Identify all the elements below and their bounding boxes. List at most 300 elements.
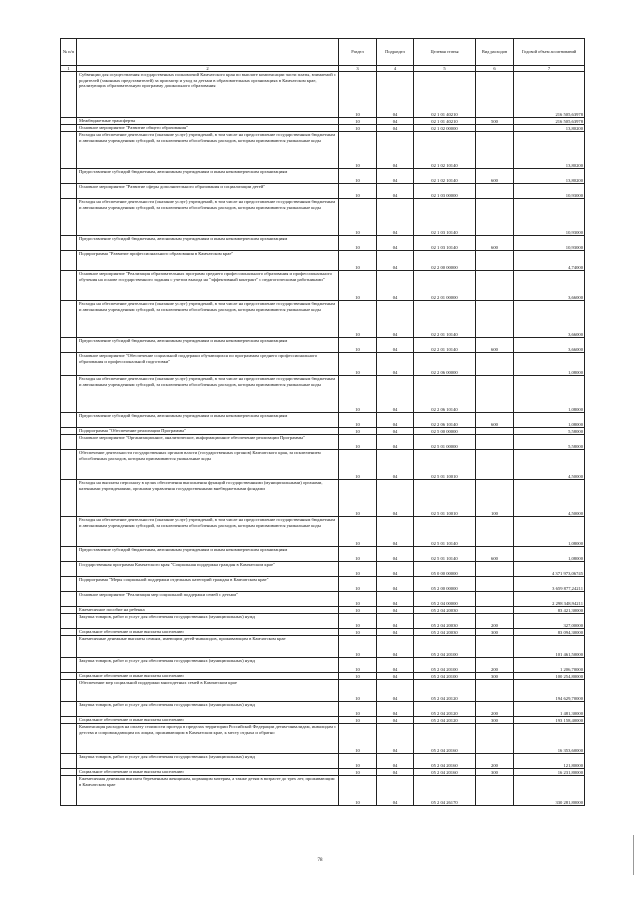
cell-number	[61, 338, 77, 353]
scan-edge-mark	[633, 835, 634, 875]
col-header-expense-type: Вид расходов	[476, 39, 514, 66]
cell-razdel: 10	[339, 353, 377, 376]
cell-expense-type	[476, 724, 514, 754]
cell-name: Расходы на обеспечение деятельности (оказание услуг) учреждений, в том числе на предоставление государственным бюджетным и автономным учреждениям субсидий, за исключением обособленных расходов, которым присваиваются уникальные коды	[77, 199, 339, 236]
cell-razdel: 10	[339, 680, 377, 702]
cell-razdel: 10	[339, 547, 377, 562]
cell-target-article: 02 2 01 00000	[414, 271, 476, 301]
cell-number	[61, 118, 77, 125]
cell-razdel: 10	[339, 236, 377, 251]
cell-expense-type	[476, 562, 514, 577]
cell-target-article: 02 5 01 00000	[414, 435, 476, 450]
cell-name: Закупка товаров, работ и услуг для обеспечения государственных (муниципальных) нужд	[77, 754, 339, 769]
cell-number	[61, 562, 77, 577]
cell-name: Межбюджетные трансферты	[77, 118, 339, 125]
cell-razdel: 10	[339, 338, 377, 353]
cell-annual-amount: 16 231,80000	[514, 769, 585, 776]
cell-annual-amount: 83 094,30000	[514, 629, 585, 636]
cell-number	[61, 717, 77, 724]
cell-target-article: 05 2 04 20030	[414, 614, 476, 629]
cell-name: Предоставление субсидий бюджетным, автономным учреждениям и иным некоммерческим организациям	[77, 413, 339, 428]
cell-podrazdel: 04	[377, 132, 414, 169]
cell-target-article: 02 2 01 10140	[414, 338, 476, 353]
cell-target-article: 05 2 04 20160	[414, 754, 476, 769]
cell-razdel: 10	[339, 769, 377, 776]
cell-razdel: 10	[339, 702, 377, 717]
cell-razdel: 10	[339, 132, 377, 169]
col-number: 5	[414, 66, 476, 72]
cell-razdel: 10	[339, 592, 377, 607]
table-row	[61, 717, 585, 724]
cell-name: Предоставление субсидий бюджетным, автономным учреждениям и иным некоммерческим организациям	[77, 338, 339, 353]
cell-annual-amount: 1,08000	[514, 376, 585, 413]
cell-target-article: 05 0 00 00000	[414, 562, 476, 577]
cell-annual-amount: 1,08000	[514, 353, 585, 376]
table-row	[61, 480, 585, 517]
cell-name: Закупка товаров, работ и услуг для обеспечения государственных (муниципальных) нужд	[77, 614, 339, 629]
cell-podrazdel: 04	[377, 577, 414, 592]
cell-podrazdel: 04	[377, 754, 414, 769]
cell-target-article: 02 1 03 10140	[414, 236, 476, 251]
cell-number	[61, 435, 77, 450]
cell-podrazdel: 04	[377, 271, 414, 301]
table-row	[61, 118, 585, 125]
cell-expense-type: 200	[476, 614, 514, 629]
cell-razdel: 10	[339, 450, 377, 480]
cell-razdel: 10	[339, 72, 377, 118]
cell-target-article: 02 2 00 00000	[414, 251, 476, 271]
cell-target-article: 02 5 00 00000	[414, 428, 476, 435]
table-row	[61, 169, 585, 184]
cell-number	[61, 450, 77, 480]
cell-razdel: 10	[339, 658, 377, 673]
cell-name: Подпрограмма "Обеспечение реализации Программы"	[77, 428, 339, 435]
cell-annual-amount: 100 254,80000	[514, 673, 585, 680]
cell-target-article: 05 2 00 00000	[414, 577, 476, 592]
cell-podrazdel: 04	[377, 184, 414, 199]
cell-number	[61, 301, 77, 338]
cell-expense-type	[476, 72, 514, 118]
cell-number	[61, 199, 77, 236]
cell-annual-amount: 13,80200	[514, 132, 585, 169]
table-row	[61, 577, 585, 592]
table-row	[61, 592, 585, 607]
cell-expense-type	[476, 132, 514, 169]
cell-number	[61, 72, 77, 118]
cell-podrazdel: 04	[377, 169, 414, 184]
cell-expense-type: 300	[476, 769, 514, 776]
cell-podrazdel: 04	[377, 562, 414, 577]
cell-target-article: 02 2 06 10140	[414, 376, 476, 413]
cell-number	[61, 169, 77, 184]
cell-podrazdel: 04	[377, 614, 414, 629]
table-row	[61, 72, 585, 118]
cell-annual-amount: 4 371 973,06745	[514, 562, 585, 577]
cell-annual-amount: 216 505,63978	[514, 118, 585, 125]
cell-target-article: 02 1 03 10140	[414, 199, 476, 236]
cell-razdel: 10	[339, 629, 377, 636]
cell-podrazdel: 04	[377, 717, 414, 724]
cell-name: Расходы на обеспечение деятельности (оказание услуг) учреждений, в том числе на предоставление государственным бюджетным и автономным учреждениям субсидий, за исключением обособленных расходов, которым присваиваются уникальные коды	[77, 517, 339, 547]
cell-annual-amount: 4,50000	[514, 450, 585, 480]
cell-podrazdel: 04	[377, 338, 414, 353]
cell-name: Расходы на обеспечение деятельности (оказание услуг) учреждений, в том числе на предоставление государственным бюджетным и автономным учреждениям субсидий, за исключением обособленных расходов, которым присваиваются уникальные коды	[77, 132, 339, 169]
cell-razdel: 10	[339, 636, 377, 658]
table-row	[61, 236, 585, 251]
table-row	[61, 199, 585, 236]
cell-podrazdel: 04	[377, 629, 414, 636]
cell-expense-type: 200	[476, 658, 514, 673]
cell-expense-type: 600	[476, 547, 514, 562]
col-number: 3	[339, 66, 377, 72]
cell-name: Предоставление субсидий бюджетным, автономным учреждениям и иным некоммерческим организациям	[77, 547, 339, 562]
cell-podrazdel: 04	[377, 724, 414, 754]
cell-podrazdel: 04	[377, 72, 414, 118]
cell-number	[61, 629, 77, 636]
cell-podrazdel: 04	[377, 680, 414, 702]
cell-podrazdel: 04	[377, 428, 414, 435]
cell-razdel: 10	[339, 199, 377, 236]
cell-podrazdel: 04	[377, 517, 414, 547]
budget-table-sheet	[60, 38, 584, 806]
cell-podrazdel: 04	[377, 592, 414, 607]
cell-expense-type	[476, 271, 514, 301]
cell-target-article: 05 2 04 20120	[414, 702, 476, 717]
cell-expense-type	[476, 450, 514, 480]
table-row	[61, 271, 585, 301]
cell-razdel: 10	[339, 428, 377, 435]
cell-razdel: 10	[339, 169, 377, 184]
cell-podrazdel: 04	[377, 435, 414, 450]
cell-expense-type	[476, 607, 514, 614]
cell-annual-amount: 1,08000	[514, 517, 585, 547]
table-row	[61, 338, 585, 353]
cell-expense-type: 600	[476, 413, 514, 428]
cell-razdel: 10	[339, 673, 377, 680]
cell-annual-amount: 3,66000	[514, 338, 585, 353]
cell-name: Ежемесячное пособие на ребенка	[77, 607, 339, 614]
cell-target-article: 02 1 03 00000	[414, 184, 476, 199]
cell-razdel: 10	[339, 413, 377, 428]
cell-name: Предоставление субсидий бюджетным, автономным учреждениям и иным некоммерческим организациям	[77, 169, 339, 184]
cell-target-article: 02 5 01 10140	[414, 517, 476, 547]
cell-number	[61, 236, 77, 251]
cell-name: Закупка товаров, работ и услуг для обеспечения государственных (муниципальных) нужд	[77, 702, 339, 717]
table-row	[61, 754, 585, 769]
cell-name: Государственная программа Камчатского края "Социальная поддержка граждан в Камчатском крае"	[77, 562, 339, 577]
cell-annual-amount: 121,80000	[514, 754, 585, 769]
cell-podrazdel: 04	[377, 199, 414, 236]
cell-name: Основное мероприятие "Реализация мер социальной поддержки семей с детьми"	[77, 592, 339, 607]
cell-number	[61, 776, 77, 806]
cell-target-article: 05 2 04 00000	[414, 592, 476, 607]
cell-expense-type: 300	[476, 629, 514, 636]
cell-name: Основное мероприятие "Развитие общего образования"	[77, 125, 339, 132]
cell-expense-type: 600	[476, 236, 514, 251]
table-row	[61, 673, 585, 680]
cell-razdel: 10	[339, 125, 377, 132]
cell-number	[61, 702, 77, 717]
cell-expense-type	[476, 125, 514, 132]
cell-target-article: 02 1 02 10140	[414, 169, 476, 184]
cell-annual-amount: 5,58000	[514, 428, 585, 435]
cell-name: Основное мероприятие "Обеспечение социальной поддержки обучающихся по программам среднего профессионального образования и профессиональной подготовки"	[77, 353, 339, 376]
col-header-razdel: Раздел	[339, 39, 377, 66]
table-row	[61, 614, 585, 629]
cell-number	[61, 673, 77, 680]
cell-podrazdel: 04	[377, 376, 414, 413]
cell-expense-type	[476, 184, 514, 199]
cell-expense-type	[476, 376, 514, 413]
cell-name: Закупка товаров, работ и услуг для обеспечения государственных (муниципальных) нужд	[77, 658, 339, 673]
cell-podrazdel: 04	[377, 251, 414, 271]
cell-expense-type	[476, 301, 514, 338]
cell-expense-type	[476, 776, 514, 806]
cell-number	[61, 592, 77, 607]
cell-razdel: 10	[339, 724, 377, 754]
cell-number	[61, 132, 77, 169]
col-number: 7	[514, 66, 585, 72]
cell-number	[61, 480, 77, 517]
cell-podrazdel: 04	[377, 301, 414, 338]
col-header-annual-amount: Годовой объем ассигнований	[514, 39, 585, 66]
cell-podrazdel: 04	[377, 547, 414, 562]
table-row	[61, 702, 585, 717]
table-header-row	[61, 39, 585, 66]
budget-table	[60, 38, 585, 806]
cell-name: Социальное обеспечение и иные выплаты населению	[77, 769, 339, 776]
col-number: 4	[377, 66, 414, 72]
cell-name: Предоставление субсидий бюджетным, автономным учреждениям и иным некоммерческим организациям	[77, 236, 339, 251]
cell-annual-amount: 5,58000	[514, 435, 585, 450]
cell-target-article: 02 1 02 10140	[414, 132, 476, 169]
cell-expense-type	[476, 251, 514, 271]
cell-razdel: 10	[339, 614, 377, 629]
cell-target-article: 05 2 04 20030	[414, 629, 476, 636]
cell-expense-type: 600	[476, 338, 514, 353]
cell-annual-amount: 10,93000	[514, 199, 585, 236]
cell-expense-type	[476, 353, 514, 376]
cell-razdel: 10	[339, 562, 377, 577]
cell-podrazdel: 04	[377, 450, 414, 480]
cell-razdel: 10	[339, 577, 377, 592]
table-row	[61, 376, 585, 413]
cell-annual-amount: 10,93000	[514, 236, 585, 251]
cell-target-article: 02 2 01 10140	[414, 301, 476, 338]
cell-target-article: 02 5 01 10140	[414, 547, 476, 562]
cell-razdel: 10	[339, 607, 377, 614]
cell-number	[61, 614, 77, 629]
cell-target-article: 05 2 04 20160	[414, 724, 476, 754]
cell-target-article: 02 1 02 00000	[414, 125, 476, 132]
cell-annual-amount: 13,80200	[514, 125, 585, 132]
col-header-podrazdel: Подраздел	[377, 39, 414, 66]
cell-number	[61, 577, 77, 592]
cell-expense-type	[476, 428, 514, 435]
cell-annual-amount: 3 659 877,24211	[514, 577, 585, 592]
table-row	[61, 724, 585, 754]
cell-expense-type	[476, 680, 514, 702]
cell-expense-type	[476, 199, 514, 236]
cell-number	[61, 125, 77, 132]
table-row	[61, 251, 585, 271]
cell-annual-amount: 327,00000	[514, 614, 585, 629]
cell-target-article: 02 5 01 10010	[414, 450, 476, 480]
cell-expense-type: 100	[476, 480, 514, 517]
cell-annual-amount: 4,50000	[514, 480, 585, 517]
cell-number	[61, 353, 77, 376]
cell-target-article: 02 1 01 40210	[414, 118, 476, 125]
cell-razdel: 10	[339, 301, 377, 338]
cell-razdel: 10	[339, 118, 377, 125]
cell-number	[61, 724, 77, 754]
cell-name: Подпрограмма "Меры социальной поддержки отдельных категорий граждан в Камчатском крае"	[77, 577, 339, 592]
table-row	[61, 629, 585, 636]
col-header-target-article: Целевая статья	[414, 39, 476, 66]
cell-razdel: 10	[339, 480, 377, 517]
table-row	[61, 680, 585, 702]
table-row	[61, 450, 585, 480]
cell-number	[61, 517, 77, 547]
cell-annual-amount: 193 158,40000	[514, 717, 585, 724]
cell-target-article: 05 2 04 20030	[414, 607, 476, 614]
page-number: 78	[317, 858, 323, 863]
table-row	[61, 435, 585, 450]
cell-target-article: 02 2 06 10140	[414, 413, 476, 428]
cell-name: Подпрограмма "Развитие профессионального образования в Камчатском крае"	[77, 251, 339, 271]
cell-number	[61, 251, 77, 271]
cell-annual-amount: 10,93000	[514, 184, 585, 199]
cell-podrazdel: 04	[377, 118, 414, 125]
cell-annual-amount: 16 353,60000	[514, 724, 585, 754]
table-row	[61, 184, 585, 199]
cell-expense-type: 300	[476, 673, 514, 680]
cell-annual-amount: 1 206,70000	[514, 658, 585, 673]
table-row	[61, 428, 585, 435]
cell-annual-amount: 1,08000	[514, 413, 585, 428]
table-row	[61, 517, 585, 547]
cell-number	[61, 636, 77, 658]
cell-number	[61, 413, 77, 428]
cell-podrazdel: 04	[377, 658, 414, 673]
table-row	[61, 607, 585, 614]
cell-name: Расходы на обеспечение деятельности (оказание услуг) учреждений, в том числе на предоставление государственным бюджетным и автономным учреждениям субсидий, за исключением обособленных расходов, которым присваиваются уникальные коды	[77, 301, 339, 338]
cell-name: Обеспечение мер социальной поддержки многодетных семей в Камчатском крае	[77, 680, 339, 702]
cell-name: Расходы на обеспечение деятельности (оказание услуг) учреждений, в том числе на предоставление государственным бюджетным и автономным учреждениям субсидий, за исключением обособленных расходов, которым присваиваются уникальные коды	[77, 376, 339, 413]
table-row	[61, 658, 585, 673]
cell-razdel: 10	[339, 517, 377, 547]
cell-expense-type	[476, 636, 514, 658]
cell-target-article: 05 2 04 20100	[414, 658, 476, 673]
cell-razdel: 10	[339, 251, 377, 271]
cell-target-article: 05 2 04 20120	[414, 717, 476, 724]
cell-target-article: 02 5 01 10010	[414, 480, 476, 517]
cell-podrazdel: 04	[377, 776, 414, 806]
table-row	[61, 547, 585, 562]
cell-name: Субвенции для осуществления государственных полномочий Камчатского края по выплате компенсации части платы, взимаемой с родителей (законных представителей) за присмотр и уход за детьми в образовательных организациях в Камчатском крае, реализующих образовательную программу дошкольного образования	[77, 72, 339, 118]
table-row	[61, 769, 585, 776]
cell-podrazdel: 04	[377, 702, 414, 717]
cell-target-article: 05 2 04 20160	[414, 769, 476, 776]
col-number: 2	[77, 66, 339, 72]
cell-razdel: 10	[339, 184, 377, 199]
cell-annual-amount: 216 505,63978	[514, 72, 585, 118]
cell-number	[61, 607, 77, 614]
cell-name: Ежемесячная денежная выплата беременным женщинам, кормящим матерям, а также детям в возрасте до трех лет, проживающим в Камчатском крае	[77, 776, 339, 806]
cell-razdel: 10	[339, 717, 377, 724]
cell-target-article: 05 2 04 20120	[414, 680, 476, 702]
cell-target-article: 05 2 04 26170	[414, 776, 476, 806]
cell-name: Ежемесячные денежные выплаты семьям, имеющим детей-инвалидов, проживающим в Камчатском крае	[77, 636, 339, 658]
cell-expense-type: 200	[476, 754, 514, 769]
cell-razdel: 10	[339, 776, 377, 806]
cell-expense-type: 300	[476, 717, 514, 724]
cell-number	[61, 769, 77, 776]
cell-number	[61, 658, 77, 673]
cell-name: Обеспечение деятельности государственных органов власти (государственных органов) Камчатского края, за исключением обособленных расходов, которым присваиваются уникальные коды	[77, 450, 339, 480]
table-row	[61, 636, 585, 658]
table-row	[61, 125, 585, 132]
col-header-name	[77, 39, 339, 66]
cell-expense-type: 200	[476, 702, 514, 717]
cell-expense-type	[476, 577, 514, 592]
cell-expense-type	[476, 435, 514, 450]
cell-name: Социальное обеспечение и иные выплаты населению	[77, 629, 339, 636]
cell-podrazdel: 04	[377, 636, 414, 658]
cell-number	[61, 547, 77, 562]
cell-annual-amount: 4,74000	[514, 251, 585, 271]
cell-podrazdel: 04	[377, 413, 414, 428]
cell-annual-amount: 13,80200	[514, 169, 585, 184]
cell-name: Основное мероприятие "Развитие сферы дополнительного образования и социализации детей"	[77, 184, 339, 199]
col-number: 6	[476, 66, 514, 72]
cell-annual-amount: 194 629,70000	[514, 680, 585, 702]
table-row	[61, 132, 585, 169]
col-header-number: № п/п	[61, 39, 77, 66]
col-number: 1	[61, 66, 77, 72]
cell-expense-type: 500	[476, 118, 514, 125]
cell-annual-amount: 1 481,30000	[514, 702, 585, 717]
table-row	[61, 562, 585, 577]
cell-name: Социальное обеспечение и иные выплаты населению	[77, 717, 339, 724]
cell-number	[61, 680, 77, 702]
table-row	[61, 301, 585, 338]
cell-name: Компенсация расходов на оплату стоимости проезда в пределах территории Российской Федерации детям-инвалидам, инвалидам с детства и сопровождающим их лицам, проживающим в Камчатском крае, к месту отдыха и обратно	[77, 724, 339, 754]
cell-razdel: 10	[339, 271, 377, 301]
cell-annual-amount: 101 461,50000	[514, 636, 585, 658]
cell-podrazdel: 04	[377, 769, 414, 776]
table-row	[61, 413, 585, 428]
cell-podrazdel: 04	[377, 353, 414, 376]
cell-podrazdel: 04	[377, 607, 414, 614]
cell-number	[61, 271, 77, 301]
cell-podrazdel: 04	[377, 480, 414, 517]
cell-number	[61, 184, 77, 199]
cell-number	[61, 376, 77, 413]
cell-target-article: 02 2 06 00000	[414, 353, 476, 376]
cell-name: Социальное обеспечение и иные выплаты населению	[77, 673, 339, 680]
cell-podrazdel: 04	[377, 236, 414, 251]
cell-name: Расходы на выплаты персоналу в целях обеспечения выполнения функций государственными (муниципальными) органами, казенными учреждениями, органами управления государственными внебюджетными фондами	[77, 480, 339, 517]
table-row	[61, 776, 585, 806]
cell-expense-type	[476, 517, 514, 547]
cell-target-article: 05 2 04 20100	[414, 673, 476, 680]
table-body	[61, 72, 585, 806]
cell-annual-amount: 3,66000	[514, 271, 585, 301]
cell-number	[61, 754, 77, 769]
cell-expense-type: 600	[476, 169, 514, 184]
cell-razdel: 10	[339, 754, 377, 769]
